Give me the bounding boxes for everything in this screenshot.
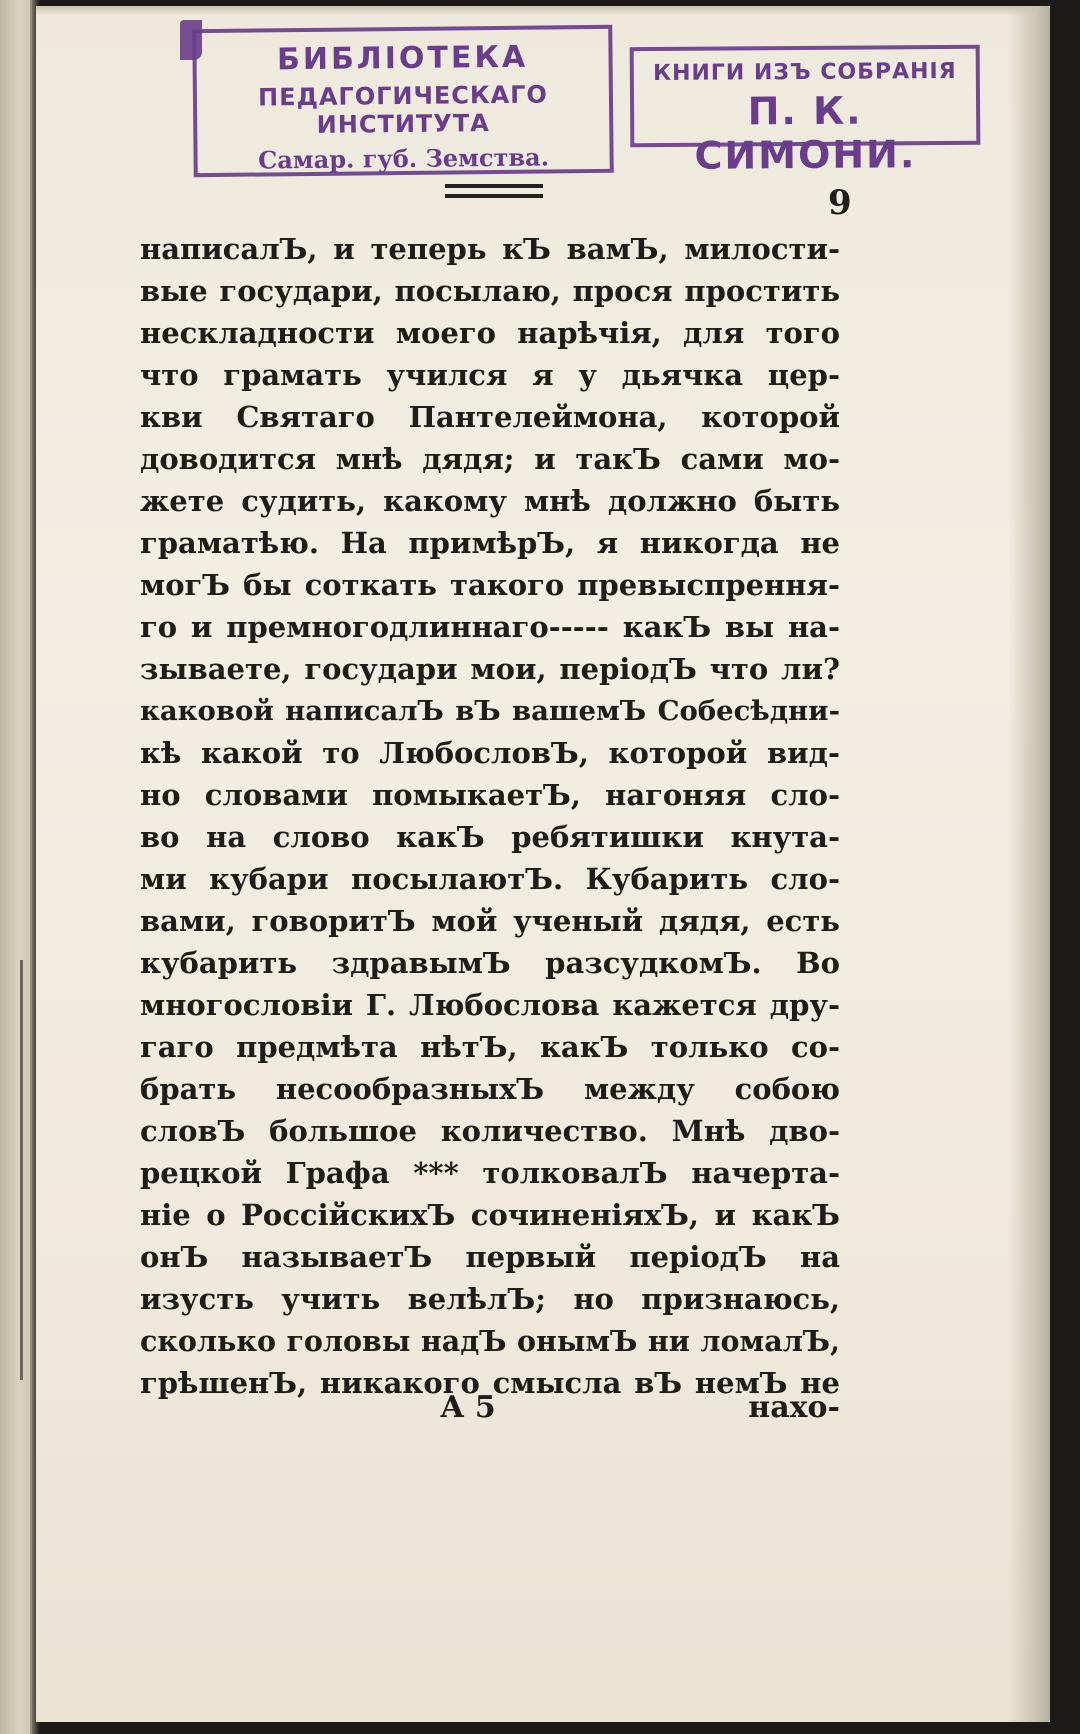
text-line: вые государи, посылаю, прося простить bbox=[140, 274, 840, 308]
text-line: брать несообразныхЪ между собою bbox=[140, 1072, 840, 1106]
text-line: изусть учить велѣлЪ; но признаюсь, bbox=[140, 1282, 840, 1316]
text-line: жете судить, какому мнѣ должно быть bbox=[140, 484, 840, 518]
text-line: ми кубари посылаютЪ. Кубарить сло- bbox=[140, 862, 840, 896]
text-line: рецкой Графа *** толковалЪ начерта- bbox=[140, 1156, 840, 1190]
page-right-edge bbox=[1008, 6, 1050, 1722]
text-line: нескладности моего нарѣчія, для того bbox=[140, 316, 840, 350]
text-line: онЪ называетЪ первый періодЪ на bbox=[140, 1240, 840, 1274]
text-line: что грамать учился я у дьячка цер- bbox=[140, 358, 840, 392]
text-line: граматѣю. На примѣрЪ, я никогда не bbox=[140, 526, 840, 560]
body-text bbox=[140, 228, 840, 1404]
header-rule-top bbox=[445, 184, 543, 188]
text-line: грѣшенЪ, никакого смысла вЪ немЪ не bbox=[140, 1366, 840, 1400]
text-line: ніе о РоссійскихЪ сочиненіяхЪ, и какЪ bbox=[140, 1198, 840, 1232]
text-line: кви Святаго Пантелеймона, которой bbox=[140, 400, 840, 434]
text-line: го и премногодлиннаго----- какЪ вы на- bbox=[140, 610, 840, 644]
library-stamp bbox=[192, 25, 614, 177]
text-line: каковой написалЪ вЪ вашемЪ Собесѣдни- bbox=[140, 695, 840, 727]
page-number: 9 bbox=[828, 183, 852, 223]
header-rule-bottom bbox=[445, 194, 543, 198]
signature-mark: А 5 bbox=[440, 1390, 496, 1425]
text-line: во на слово какЪ ребятишки кнута- bbox=[140, 820, 840, 854]
binding-thread bbox=[20, 960, 23, 1380]
collection-stamp-line-1: КНИГИ ИЗЪ СОБРАНІЯ bbox=[652, 58, 957, 87]
text-line: зываете, государи мои, періодЪ что ли? bbox=[140, 652, 840, 686]
library-stamp-line-3: Самар. губ. Земства. bbox=[258, 142, 550, 175]
text-line: но словами помыкаетЪ, нагоняя сло- bbox=[140, 778, 840, 812]
text-line: могЪ бы соткать такого превыспрення- bbox=[140, 568, 840, 602]
page-top-edge bbox=[36, 6, 1050, 16]
text-line: гаго предмѣта нѣтЪ, какЪ только со- bbox=[140, 1030, 840, 1064]
library-stamp-line-2: ПЕДАГОГИЧЕСКАГО ИНСТИТУТА bbox=[257, 80, 548, 139]
text-line: сколько головы надЪ онымЪ ни ломалЪ, bbox=[140, 1324, 840, 1358]
text-line: вами, говоритЪ мой ученый дядя, есть bbox=[140, 904, 840, 938]
text-line: словЪ большое количество. Мнѣ дво- bbox=[140, 1114, 840, 1148]
text-line: написалЪ, и теперь кЪ вамЪ, милости- bbox=[140, 232, 840, 266]
text-line: многословіи Г. Любослова кажется дру- bbox=[140, 988, 840, 1022]
library-stamp-line-1: БИБЛІОТЕКА bbox=[276, 39, 529, 78]
book-spine bbox=[0, 0, 32, 1734]
text-line: кѣ какой то ЛюбословЪ, которой вид- bbox=[140, 736, 840, 770]
collection-stamp bbox=[630, 45, 981, 178]
text-line: кубарить здравымЪ разсудкомЪ. Во bbox=[140, 946, 840, 980]
text-line: доводится мнѣ дядя; и такЪ сами мо- bbox=[140, 442, 840, 476]
page-footer bbox=[140, 1390, 840, 1430]
catchword: нахо- bbox=[748, 1390, 840, 1425]
collection-stamp-line-2: П. К. СИМОНИ. bbox=[694, 88, 917, 178]
